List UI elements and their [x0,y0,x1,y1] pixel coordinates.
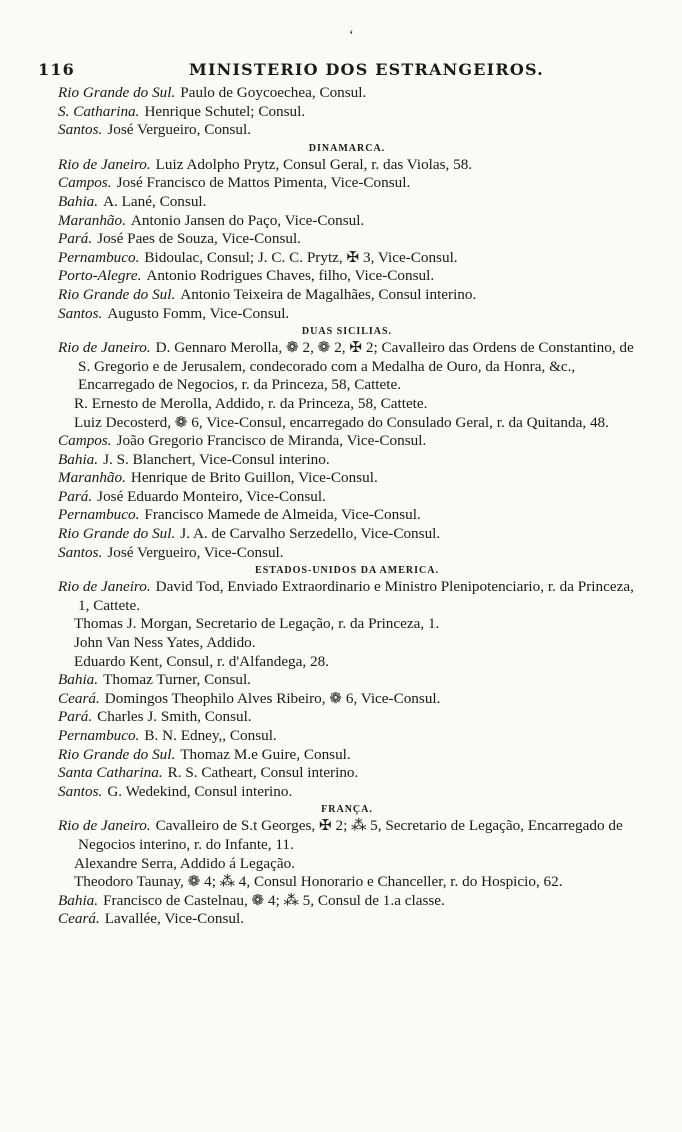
entry-text: Thomas J. Morgan, Secretario de Legação, r. da Princeza, 1. [74,615,440,633]
entry-place: Campos. [58,174,112,192]
entry-text: Henrique de Brito Guillon, Vice-Consul. [130,469,378,487]
entry-place: Santos. [58,121,103,139]
directory-entry [58,339,636,395]
entry-place: S. Catharina. [58,102,140,120]
entry-text: Theodoro Taunay, ❁ 4; ⁂ 4, Consul Honorario e Chanceller, r. do Hospicio, 62. [74,873,563,891]
directory-entry [58,212,636,231]
entry-place: Pernambuco. [58,248,140,266]
country-heading: ESTADOS-UNIDOS DA AMERICA. [255,565,439,577]
entry-place: Maranhão. [58,211,126,229]
entry-text: Antonio Rodrigues Chaves, filho, Vice-Consul. [146,267,435,285]
entry-text: João Gregorio Francisco de Miranda, Vice-Consul. [116,432,427,450]
directory-entry [58,174,636,193]
directory-entry [58,690,636,709]
directory-listing [58,84,636,929]
directory-entry [58,817,636,854]
directory-entry [58,103,636,122]
entry-place: Maranhão. [58,469,126,487]
entry-place: Rio Grande do Sul. [58,84,176,101]
country-heading: DINAMARCA. [308,142,386,154]
entry-place: Santos. [58,304,103,322]
entry-text: Augusto Fomm, Vice-Consul. [107,304,290,322]
entry-place: Bahia. [58,671,99,689]
directory-entry [58,451,636,470]
directory-entry [58,84,636,103]
entry-text: Henrique Schutel; Consul. [144,102,306,120]
directory-entry [58,855,636,874]
directory-entry [58,469,636,488]
entry-text: D. Gennaro Merolla, ❁ 2, ❁ 2, ✠ 2; Cavalleiro das Ordens de Constantino, de S. Gregorio e de Jerusalem, condecorado com a Medalha de Ouro, da Honra, &c., Encarregado de Negocios, r. da Princeza, 58, Cattete. [78,339,634,394]
entry-text: Cavalleiro de S.t Georges, ✠ 2; ⁂ 5, Secretario de Legação, Encarregado de Negocios interino, r. do Infante, 11. [78,817,623,853]
directory-entry [58,634,636,653]
entry-text: Thomaz Turner, Consul. [103,671,251,689]
directory-entry [58,414,636,433]
entry-text: Antonio Jansen do Paço, Vice-Consul. [130,211,365,229]
entry-text: J. A. de Carvalho Serzedello, Vice-Consul. [180,525,441,543]
entry-text: Domingos Theophilo Alves Ribeiro, ❁ 6, Vice-Consul. [104,689,441,707]
country-heading: DUAS SICILIAS. [301,326,393,338]
entry-text: José Paes de Souza, Vice-Consul. [97,230,301,248]
entry-place: Ceará. [58,689,100,707]
country-heading: FRANÇA. [321,804,373,816]
directory-entry [58,525,636,544]
directory-entry [58,727,636,746]
directory-entry [58,156,636,175]
entry-place: Pará. [58,487,93,505]
entry-place: Ceará. [58,910,100,928]
directory-entry [58,544,636,563]
page-number: 116 [38,60,75,79]
directory-entry [58,506,636,525]
ink-mark: ʻ [349,28,354,43]
entry-place: Rio de Janeiro. [58,817,151,835]
directory-entry [58,432,636,451]
directory-entry [58,488,636,507]
directory-entry [58,230,636,249]
running-title: MINISTERIO DOS ESTRANGEIROS. [189,60,544,79]
directory-entry [58,873,636,892]
directory-entry [58,746,636,765]
entry-text: R. S. Catheart, Consul interino. [167,764,359,782]
directory-entry [58,267,636,286]
entry-place: Rio de Janeiro. [58,339,151,357]
entry-text: Francisco de Castelnau, ❁ 4; ⁂ 5, Consul de 1.a classe. [103,891,445,909]
entry-text: A. Lané, Consul. [103,192,207,210]
directory-entry [58,578,636,615]
entry-place: Pará. [58,230,93,248]
directory-entry [58,653,636,672]
entry-place: Rio Grande do Sul. [58,285,176,303]
directory-entry [58,892,636,911]
directory-entry [58,783,636,802]
entry-text: José Eduardo Monteiro, Vice-Consul. [97,487,326,505]
entry-text: G. Wedekind, Consul interino. [107,782,293,800]
entry-place: Rio de Janeiro. [58,578,151,596]
directory-entry [58,193,636,212]
directory-entry [58,708,636,727]
entry-text: David Tod, Enviado Extraordinario e Ministro Plenipotenciario, r. da Princeza, 1, Cattete. [78,578,634,614]
entry-text: Luiz Decosterd, ❁ 6, Vice-Consul, encarregado do Consulado Geral, r. da Quitanda, 48. [74,413,609,431]
directory-entry [58,910,636,929]
entry-place: Pernambuco. [58,727,140,744]
entry-place: Pernambuco. [58,506,140,524]
entry-place: Rio de Janeiro. [58,155,151,173]
entry-place: Pará. [58,708,93,726]
entry-text: Alexandre Serra, Addido á Legação. [74,854,295,872]
entry-text: J. S. Blanchert, Vice-Consul interino. [103,450,330,468]
directory-entry [58,305,636,324]
entry-text: John Van Ness Yates, Addido. [74,634,256,652]
entry-text: Paulo de Goycoechea, Consul. [180,84,367,101]
directory-entry [58,764,636,783]
entry-place: Porto-Alegre. [58,267,142,285]
entry-text: Luiz Adolpho Prytz, Consul Geral, r. das Violas, 58. [155,155,473,173]
entry-place: Santos. [58,543,103,561]
directory-entry [58,286,636,305]
entry-place: Campos. [58,432,112,450]
entry-place: Bahia. [58,192,99,210]
entry-text: José Vergueiro, Consul. [107,121,252,139]
entry-place: Bahia. [58,450,99,468]
directory-entry [58,121,636,140]
entry-text: Thomaz M.e Guire, Consul. [180,745,351,763]
directory-entry [58,395,636,414]
entry-text: Charles J. Smith, Consul. [97,708,252,726]
entry-text: Francisco Mamede de Almeida, Vice-Consul. [144,506,421,524]
entry-place: Bahia. [58,891,99,909]
entry-text: Antonio Teixeira de Magalhães, Consul interino. [180,285,477,303]
entry-place: Santos. [58,782,103,800]
entry-place: Rio Grande do Sul. [58,525,176,543]
page-header [38,60,638,79]
entry-place: Rio Grande do Sul. [58,745,176,763]
directory-entry [58,671,636,690]
entry-text: B. N. Edney,, Consul. [144,727,277,744]
entry-text: José Francisco de Mattos Pimenta, Vice-Consul. [116,174,411,192]
entry-text: Eduardo Kent, Consul, r. d'Alfandega, 28. [74,652,329,670]
entry-text: Lavallée, Vice-Consul. [104,910,245,928]
entry-text: Bidoulac, Consul; J. C. C. Prytz, ✠ 3, Vice-Consul. [144,248,458,266]
directory-entry [58,249,636,268]
entry-text: R. Ernesto de Merolla, Addido, r. da Princeza, 58, Cattete. [74,394,428,412]
directory-entry [58,615,636,634]
entry-place: Santa Catharina. [58,764,163,782]
entry-text: José Vergueiro, Vice-Consul. [107,543,284,561]
